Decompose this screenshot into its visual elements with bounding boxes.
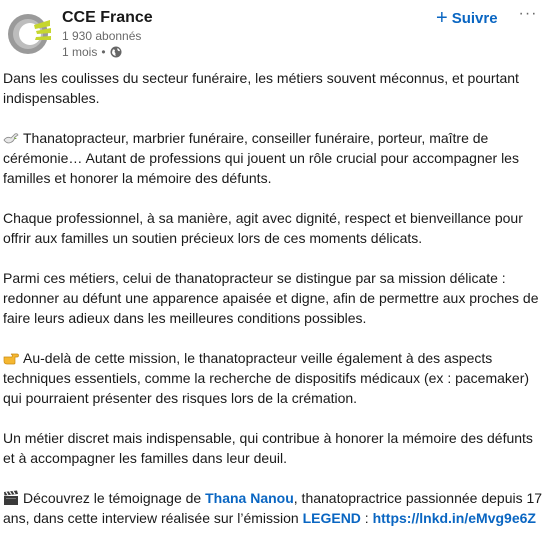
follow-label: Suivre bbox=[451, 9, 498, 27]
more-options-button[interactable]: ··· bbox=[518, 5, 538, 22]
post-paragraph bbox=[3, 128, 543, 188]
post-paragraph: Parmi ces métiers, celui de thanatopracteur se distingue par sa mission délicate : redonner au défunt une apparence apaisée et digne, afin de permettre aux proches de faire leurs adieux dans les meilleures conditions possibles. bbox=[3, 270, 539, 326]
follower-count: 1 930 abonnés bbox=[62, 29, 142, 43]
post-paragraph: Chaque professionnel, à sa manière, agit avec dignité, respect et bienveillance pour offrir aux familles un soutien précieux lors de ces moments délicats. bbox=[3, 210, 523, 246]
company-name[interactable]: CCE France bbox=[62, 9, 153, 26]
meta-separator: • bbox=[101, 45, 106, 59]
legend-link[interactable]: LEGEND bbox=[302, 510, 361, 526]
mention-link[interactable]: Thana Nanou bbox=[205, 490, 294, 506]
globe-icon bbox=[110, 46, 122, 58]
post-time: 1 mois bbox=[62, 45, 98, 59]
post-text: Découvrez le témoignage de bbox=[23, 490, 206, 506]
company-logo[interactable] bbox=[4, 10, 52, 58]
post-body bbox=[3, 68, 543, 548]
post-text: , thanatopractrice passionnée depuis 17 ans, dans cette interview réalisée sur l’émission bbox=[3, 490, 543, 526]
post-paragraph: Un métier discret mais indispensable, qui contribue à honorer la mémoire des défunts et à accompagner les familles dans leur deuil. bbox=[3, 430, 533, 466]
post-meta bbox=[62, 45, 122, 59]
post-text: Au-delà de cette mission, le thanatopracteur veille également à des aspects techniques essentiels, comme la recherche de dispositifs médicaux (ex : pacemaker) qui pourraient présenter des risques lors de la crémation. bbox=[3, 350, 530, 406]
plus-icon: + bbox=[436, 7, 448, 29]
post-paragraph bbox=[3, 488, 543, 528]
follow-button[interactable] bbox=[436, 8, 498, 28]
post-paragraph bbox=[3, 348, 543, 408]
post-text: Thanatopracteur, marbrier funéraire, conseiller funéraire, porteur, maître de cérémonie… Autant de professions qui jouent un rôle crucial pour accompagner les familles et honorer la mémoire des défunts. bbox=[3, 130, 519, 186]
post-text: : bbox=[360, 510, 373, 526]
post-header bbox=[0, 0, 544, 64]
dove-emoji-icon bbox=[3, 130, 19, 146]
pointing-hand-emoji-icon bbox=[3, 350, 19, 366]
url-link[interactable]: https://lnkd.in/eMvg9e6Z bbox=[372, 510, 536, 526]
post-paragraph: Dans les coulisses du secteur funéraire, les métiers souvent méconnus, et pourtant indispensables. bbox=[3, 70, 519, 106]
clapper-board-emoji-icon bbox=[3, 490, 19, 506]
